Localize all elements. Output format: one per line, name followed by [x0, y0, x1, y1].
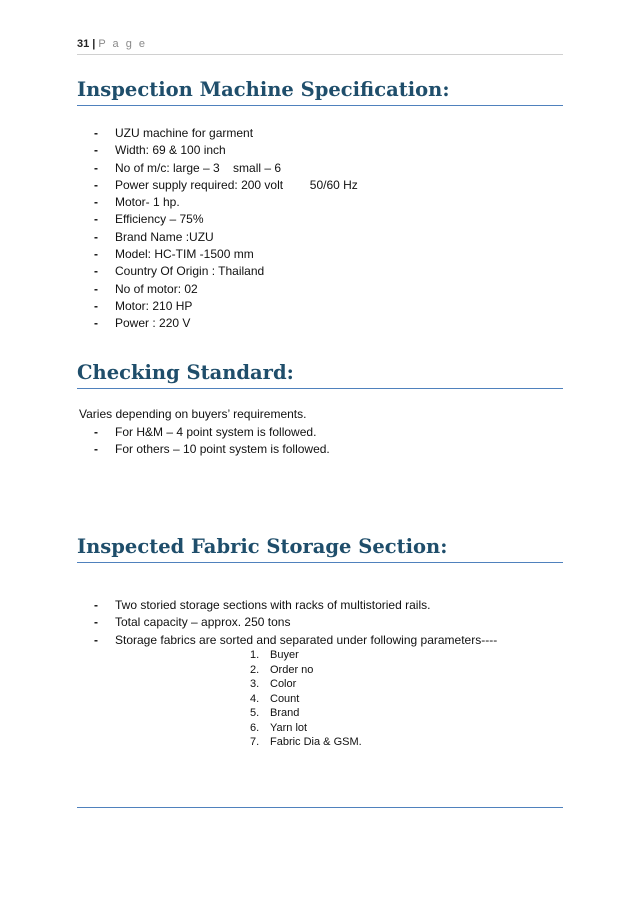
list-item: - No of m/c: large – 3 small – 6 [94, 160, 358, 177]
checking-list [94, 424, 330, 459]
item-number: 1. [250, 649, 260, 661]
section-title-checking-standard: Checking Standard: [77, 361, 563, 389]
storage-parameters-list [250, 648, 362, 750]
list-item: - For H&M – 4 point system is followed. [94, 424, 330, 441]
item-label: Order no [270, 663, 314, 676]
item-number: 4. [250, 692, 260, 705]
list-item [250, 706, 362, 721]
item-number: 7. [250, 736, 260, 748]
item-number: 3. [250, 678, 260, 690]
list-item [250, 677, 362, 692]
list-item [250, 663, 362, 678]
spec-list [94, 125, 358, 333]
item-label: Yarn lot [270, 721, 308, 734]
item-number: 2. [250, 663, 260, 676]
list-item: - No of motor: 02 [94, 281, 358, 298]
item-label: Color [270, 678, 297, 690]
list-item: - Motor: 210 HP [94, 298, 358, 315]
list-item [250, 721, 362, 736]
item-number: 6. [250, 721, 260, 734]
list-item: - Two storied storage sections with racks of multistoried rails. [94, 597, 497, 614]
list-item: - UZU machine for garment [94, 125, 358, 142]
item-number: 5. [250, 707, 260, 719]
list-item [250, 692, 362, 707]
list-item [250, 648, 362, 663]
list-item: - Power : 220 V [94, 315, 358, 332]
list-item: - Power supply required: 200 volt 50/60 Hz [94, 177, 358, 194]
list-item: - Total capacity – approx. 250 tons [94, 614, 497, 631]
list-item: - Storage fabrics are sorted and separated under following parameters---- [94, 632, 497, 649]
section-title-fabric-storage: Inspected Fabric Storage Section: [77, 535, 563, 563]
item-label: Fabric Dia & GSM. [270, 736, 362, 748]
list-item: - For others – 10 point system is followed. [94, 441, 330, 458]
list-item: - Model: HC-TIM -1500 mm [94, 246, 358, 263]
list-item: - Width: 69 & 100 inch [94, 142, 358, 159]
list-item: - Country Of Origin : Thailand [94, 263, 358, 280]
item-label: Count [270, 692, 300, 705]
header-separator: | [92, 38, 96, 50]
page-header [77, 38, 563, 55]
list-item: - Brand Name :UZU [94, 229, 358, 246]
item-label: Brand [270, 707, 300, 719]
item-label: Buyer [270, 649, 299, 661]
section-title-inspection-machine: Inspection Machine Specification: [77, 78, 563, 106]
bottom-divider [77, 807, 563, 808]
storage-list [94, 597, 497, 649]
page-word: P a g e [98, 38, 147, 50]
list-item: - Motor- 1 hp. [94, 194, 358, 211]
checking-intro: Varies depending on buyers’ requirements. [79, 407, 307, 421]
list-item: - Efficiency – 75% [94, 211, 358, 228]
page-number: 31 [77, 38, 90, 50]
list-item [250, 735, 362, 750]
